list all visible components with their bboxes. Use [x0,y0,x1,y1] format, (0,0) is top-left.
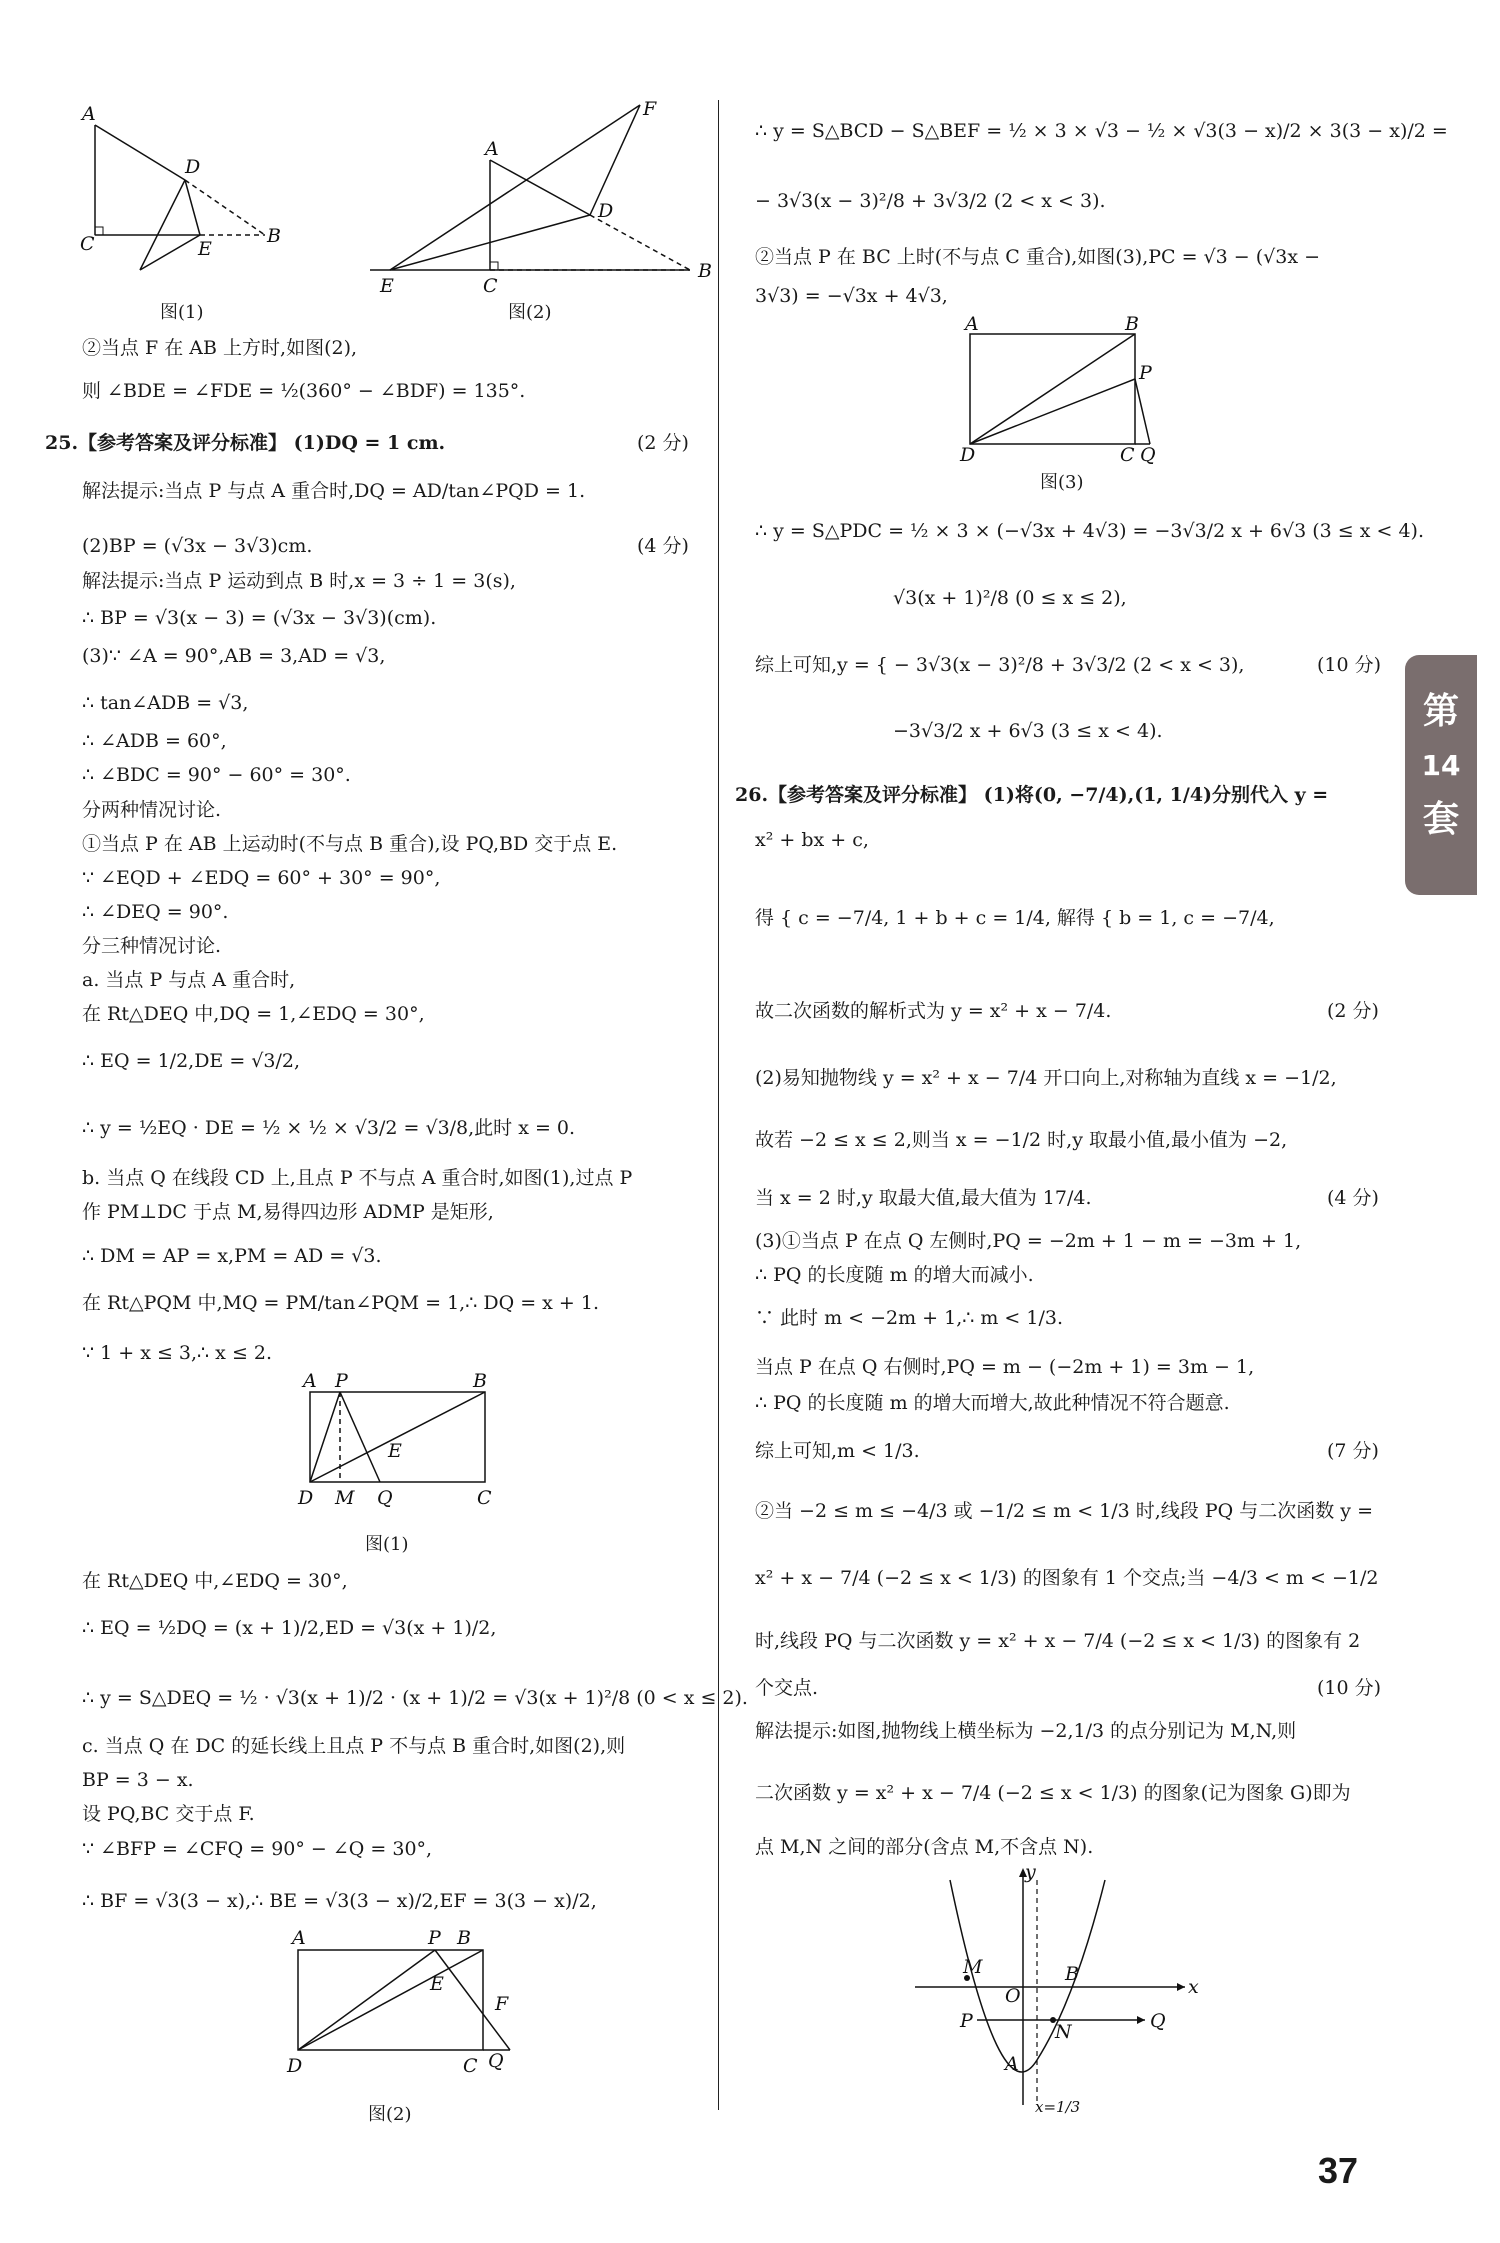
svg-text:A: A [303,1370,317,1392]
text-line: ∴ y = ½EQ · DE = ½ × ½ × √3/2 = √3/8,此时 x = 0. [82,1117,576,1139]
svg-text:B: B [473,1370,487,1392]
score: (4 分) [637,535,689,557]
figure-rect-3 [955,312,1156,466]
text-line: ∴ EQ = 1/2,DE = √3/2, [82,1050,301,1072]
text-line: ②当点 F 在 AB 上方时,如图(2), [82,337,358,359]
score: (7 分) [1327,1440,1379,1462]
text-line: ②当点 P 在 BC 上时(不与点 C 重合),如图(3),PC = √3 − (√3x − [755,246,1321,268]
svg-text:A: A [292,1927,306,1949]
text-line: 当 x = 2 时,y 取最大值,最大值为 17/4. [755,1187,1092,1209]
text-line: ∴ y = S△DEQ = ½ · √3(x + 1)/2 · (x + 1)/2 = √3(x + 1)²/8 (0 < x ≤ 2). [82,1687,748,1709]
text-line: ∴ DM = AP = x,PM = AD = √3. [82,1245,382,1267]
score: (10 分) [1317,1677,1382,1699]
text-line: (2)易知抛物线 y = x² + x − 7/4 开口向上,对称轴为直线 x = −1/2, [755,1067,1337,1089]
svg-text:C: C [483,275,498,297]
figure-2-triangles [360,95,710,295]
tab-char: 套 [1422,799,1459,840]
svg-text:P: P [428,1927,441,1949]
text-line: 综上可知,m < 1/3. [755,1440,920,1462]
svg-text:C: C [477,1487,492,1509]
text-line: ∴ tan∠ADB = √3, [82,692,249,714]
text-line: ∴ EQ = ½DQ = (x + 1)/2,ED = √3(x + 1)/2, [82,1617,497,1639]
text-line: x² + x − 7/4 (−2 ≤ x < 1/3) 的图象有 1 个交点;当 −4/3 < m < −1/2 [755,1567,1379,1589]
text-line: ∴ BF = √3(3 − x),∴ BE = √3(3 − x)/2,EF = 3(3 − x)/2, [82,1890,597,1912]
svg-text:D: D [287,2055,303,2077]
svg-text:F: F [495,1993,509,2015]
text-line: ∵ ∠EQD + ∠EDQ = 60° + 30° = 90°, [82,867,441,889]
text-line: ∴ PQ 的长度随 m 的增大而增大,故此种情况不符合题意. [755,1392,1230,1414]
svg-text:M: M [335,1487,355,1509]
text-line: c. 当点 Q 在 DC 的延长线上且点 P 不与点 B 重合时,如图(2),则 [82,1735,626,1757]
column-divider [718,100,719,2110]
problem-26-heading: 26.【参考答案及评分标准】 (1)将(0, −7/4),(1, 1/4)分别代入 y = [735,784,1329,806]
text-line: (2)BP = (√3x − 3√3)cm. [82,535,313,557]
svg-text:P: P [335,1370,348,1392]
text-line: 3√3) = −√3x + 4√3, [755,285,948,307]
text-line: ①当点 P 在 AB 上运动时(不与点 B 重合),设 PQ,BD 交于点 E. [82,833,618,855]
text-line: 解法提示:如图,抛物线上横坐标为 −2,1/3 的点分别记为 M,N,则 [755,1720,1297,1742]
svg-text:P: P [960,2010,973,2032]
svg-text:N: N [1055,2021,1072,2043]
svg-text:Q: Q [488,2050,504,2072]
text-line: 综上可知,y = { − 3√3(x − 3)²/8 + 3√3/2 (2 < x < 3), [755,654,1245,676]
text-line: (3)∵ ∠A = 90°,AB = 3,AD = √3, [82,645,386,667]
svg-text:E: E [388,1440,402,1462]
figure-1-triangles [55,70,295,260]
text-line: ∴ ∠DEQ = 90°. [82,901,229,923]
text-line: ∴ ∠BDC = 90° − 60° = 30°. [82,764,351,786]
svg-text:E: E [198,238,212,260]
figure-2-caption: 图(2) [508,302,552,323]
svg-text:C: C [1120,444,1135,466]
text-line: − 3√3(x − 3)²/8 + 3√3/2 (2 < x < 3). [755,190,1106,212]
figure-rect-3-caption: 图(3) [1040,472,1084,493]
figure-rect-2-caption: 图(2) [368,2104,412,2125]
score: (10 分) [1317,654,1382,676]
text-line: √3(x + 1)²/8 (0 ≤ x ≤ 2), [893,587,1127,609]
svg-text:B: B [1125,313,1139,335]
svg-text:A: A [1005,2053,1019,2075]
figure-rect-2 [285,1927,535,2080]
text-line: ∵ 1 + x ≤ 3,∴ x ≤ 2. [82,1342,273,1364]
text-line: 解法提示:当点 P 与点 A 重合时,DQ = AD/tan∠PQD = 1. [82,480,586,502]
svg-text:C: C [463,2055,478,2077]
text-line: 在 Rt△PQM 中,MQ = PM/tan∠PQM = 1,∴ DQ = x + 1. [82,1292,599,1314]
svg-text:A: A [965,313,979,335]
text-line: ∵ 此时 m < −2m + 1,∴ m < 1/3. [755,1307,1064,1329]
svg-text:x: x [1188,1976,1199,1998]
svg-text:O: O [1005,1985,1021,2007]
text-line: −3√3/2 x + 6√3 (3 ≤ x < 4). [893,720,1163,742]
text-line: 个交点. [755,1677,819,1699]
tab-char: 第 [1422,691,1459,732]
figure-rect-1-caption: 图(1) [365,1534,409,1555]
text-line: 得 { c = −7/4, 1 + b + c = 1/4, 解得 { b = 1, c = −7/4, [755,907,1275,929]
tab-number: 14 [1421,749,1461,782]
text-line: BP = 3 − x. [82,1769,194,1791]
text-line: 分三种情况讨论. [82,935,222,957]
text-line: 在 Rt△DEQ 中,∠EDQ = 30°, [82,1570,348,1592]
svg-text:M: M [963,1956,983,1978]
svg-text:Q: Q [1150,2010,1166,2032]
svg-text:y: y [1025,1861,1036,1883]
svg-text:D: D [960,444,976,466]
figure-rect-1 [295,1372,515,1512]
text-line: ∴ PQ 的长度随 m 的增大而减小. [755,1264,1034,1286]
svg-text:B: B [457,1927,471,1949]
text-line: a. 当点 P 与点 A 重合时, [82,969,296,991]
text-line: x² + bx + c, [755,829,869,851]
chapter-tab [1405,655,1477,895]
score: (4 分) [1327,1187,1379,1209]
text-line: ∵ ∠BFP = ∠CFQ = 90° − ∠Q = 30°, [82,1838,433,1860]
svg-text:E: E [430,1973,444,1995]
text-line: 故若 −2 ≤ x ≤ 2,则当 x = −1/2 时,y 取最小值,最小值为 −2, [755,1129,1288,1151]
text-line: 当点 P 在点 Q 右侧时,PQ = m − (−2m + 1) = 3m − 1, [755,1356,1255,1378]
problem-25-heading: 25.【参考答案及评分标准】 (1)DQ = 1 cm. [45,432,446,454]
svg-text:Q: Q [1140,444,1156,466]
text-line: 时,线段 PQ 与二次函数 y = x² + x − 7/4 (−2 ≤ x < 1/3) 的图象有 2 [755,1630,1361,1652]
svg-text:D: D [298,1487,314,1509]
figure-1-caption: 图(1) [160,302,204,323]
svg-text:E: E [380,275,394,297]
svg-text:C: C [80,233,95,255]
svg-text:Q: Q [377,1487,393,1509]
svg-text:A: A [485,138,499,160]
svg-text:A: A [82,103,96,125]
text-line: 二次函数 y = x² + x − 7/4 (−2 ≤ x < 1/3) 的图象(记为图象 G)即为 [755,1782,1351,1804]
svg-text:D: D [185,156,201,178]
svg-text:B: B [698,260,712,282]
svg-text:B: B [1065,1963,1079,1985]
svg-text:F: F [643,98,657,120]
text-line: ∴ ∠ADB = 60°, [82,730,227,752]
text-line: (3)①当点 P 在点 Q 左侧时,PQ = −2m + 1 − m = −3m + 1, [755,1230,1302,1252]
parabola-figure [905,1860,1215,2120]
text-line: 设 PQ,BC 交于点 F. [82,1803,255,1825]
text-line: 作 PM⊥DC 于点 M,易得四边形 ADMP 是矩形, [82,1201,494,1223]
text-line: 在 Rt△DEQ 中,DQ = 1,∠EDQ = 30°, [82,1003,425,1025]
text-line: ②当 −2 ≤ m ≤ −4/3 或 −1/2 ≤ m < 1/3 时,线段 PQ 与二次函数 y = [755,1500,1373,1522]
text-line: 解法提示:当点 P 运动到点 B 时,x = 3 ÷ 1 = 3(s), [82,570,516,592]
text-line: 故二次函数的解析式为 y = x² + x − 7/4. [755,1000,1112,1022]
text-line: ∴ BP = √3(x − 3) = (√3x − 3√3)(cm). [82,607,437,629]
score: (2 分) [1327,1000,1379,1022]
svg-text:D: D [598,200,614,222]
svg-text:P: P [1139,362,1152,384]
text-line: ∴ y = S△PDC = ½ × 3 × (−√3x + 4√3) = −3√3/2 x + 6√3 (3 ≤ x < 4). [755,520,1425,542]
page-number: 37 [1318,2150,1359,2191]
text-line: 则 ∠BDE = ∠FDE = ½(360° − ∠BDF) = 135°. [82,380,526,402]
text-line: 分两种情况讨论. [82,799,222,821]
text-line: b. 当点 Q 在线段 CD 上,且点 P 不与点 A 重合时,如图(1),过点 P [82,1167,633,1189]
score: (2 分) [637,432,689,454]
svg-text:x=1/3: x=1/3 [1035,2098,1081,2116]
text-line: ∴ y = S△BCD − S△BEF = ½ × 3 × √3 − ½ × √3(3 − x)/2 × 3(3 − x)/2 = [755,120,1448,142]
text-line: 点 M,N 之间的部分(含点 M,不含点 N). [755,1836,1094,1858]
svg-text:B: B [267,225,281,247]
